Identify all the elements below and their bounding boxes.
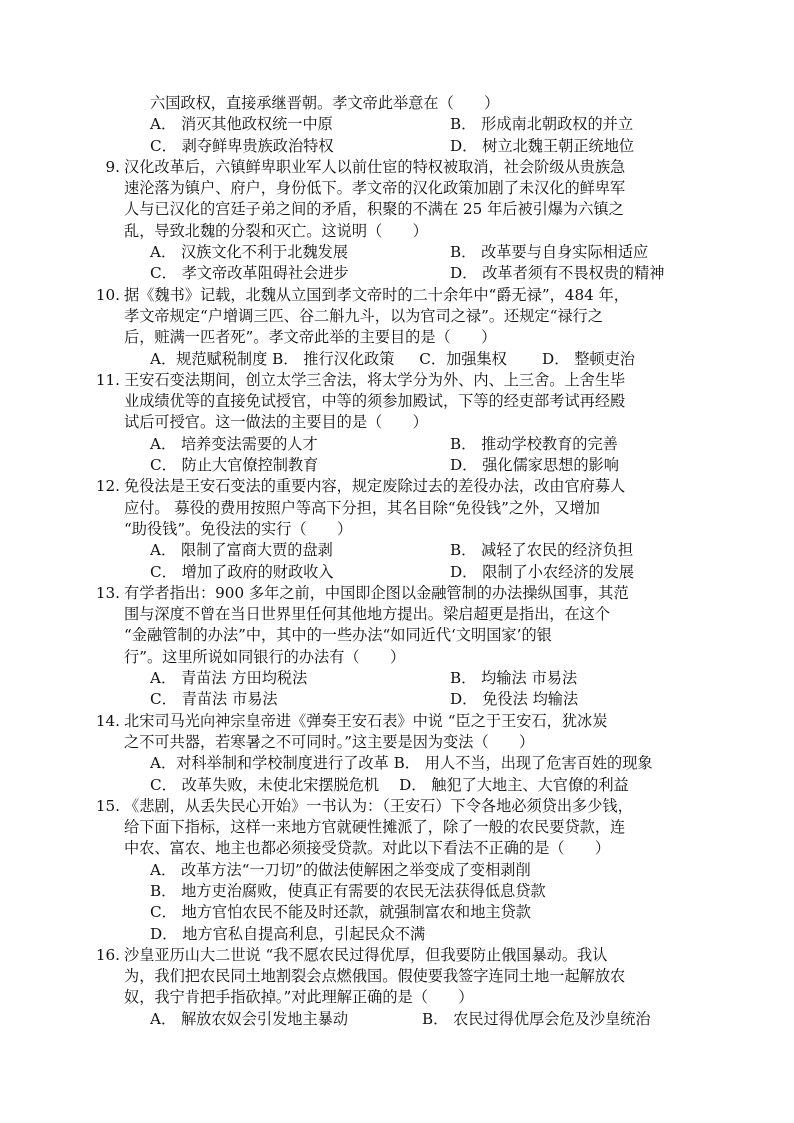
option-d: D． 免役法 均输法 (450, 690, 579, 709)
question-8-stem: 六国政权，直接承继晋朝。孝文帝此举意在（ ） (150, 94, 500, 112)
question-10 (95, 285, 684, 370)
question-stem-line: “助役钱”。免役法的实行（ ） (124, 519, 353, 538)
question-stem-line: 《悲剧，从丢失民心开始》一书认为：（王安石）下令各地必须贷出多少钱， (124, 796, 633, 815)
option-c: C． 孝文帝改革阻碍社会进步 (150, 264, 349, 283)
question-stem-line: 围与深度不曾在当日世界里任何其他地方提出。梁启超更是指出，在这个 (124, 605, 610, 624)
option-a: A． 解放农奴会引发地主暴动 (150, 1009, 349, 1028)
question-14 (95, 711, 684, 796)
option-c: C． 剥夺鲜卑贵族政治特权 (150, 136, 334, 155)
question-stem-line: 有学者指出：900 多年之前，中国即企图以金融管制的办法操纵国事，其范 (124, 583, 629, 602)
question-number: 10. (95, 285, 120, 304)
question-12-options (124, 540, 684, 583)
question-stem-line: 孝文帝规定“户增调三匹、谷二斛九斗，以为官司之禄”。还规定“禄行之 (124, 306, 603, 325)
option-a: A． 汉族文化不利于北魏发展 (150, 243, 349, 262)
question-15 (95, 796, 684, 945)
option-d: D． 触犯了大地主、大官僚的利益 (399, 775, 629, 794)
option-a: A． 限制了富商大贾的盘剥 (150, 541, 333, 560)
question-stem-line: 人与已汉化的宫廷子弟之间的矛盾，积聚的不满在 25 年后被引爆为六镇之 (124, 200, 624, 219)
option-d: D． 改革者须有不畏权贵的精神 (450, 264, 665, 283)
question-13 (95, 583, 684, 711)
option-a: A． 青苗法 方田均税法 (150, 669, 308, 688)
question-stem-line: 为，我们把农民同土地割裂会点燃俄国。假使要我签字连同土地一起解放农 (124, 967, 626, 986)
option-c: C． 防止大官僚控制教育 (150, 456, 319, 475)
question-14-options (124, 753, 684, 796)
option-d: D． 限制了小农经济的发展 (450, 562, 635, 581)
question-12 (95, 476, 684, 582)
option-d: D． 整顿吏治 (542, 349, 635, 368)
question-stem-line: 速沦落为镇户、府户，身份低下。孝文帝的汉化政策加剧了未汉化的鲜卑军 (124, 179, 626, 198)
option-b: B． 用人不当，出现了危害百姓的现象 (393, 754, 653, 773)
option-b: B． 推行汉化政策 (272, 349, 420, 368)
question-stem-line: “金融管制的办法”中，其中的一些办法“如同近代‘文明国家’的银 (124, 626, 552, 645)
question-stem-line: 北宋司马光向神宗皇帝进《弹奏王安石表》中说 “臣之于王安石，犹冰炭 (124, 711, 608, 730)
question-stem-line: 业成绩优等的直接免试授官，中等的须参加殿试，下等的经吏部考试再经殿 (124, 392, 626, 411)
question-9 (105, 157, 684, 285)
question-stem-line: 中农、富农、地主也都必须接受贷款。对此以下看法不正确的是（ ） (124, 839, 610, 858)
question-15-options (124, 860, 684, 945)
option-b: B． 改革要与自身实际相适应 (450, 243, 649, 262)
question-stem-line: 汉化改革后，六镇鲜卑职业军人以前仕宦的特权被取消，社会阶级从贵族急 (124, 157, 626, 176)
question-number: 11. (95, 370, 120, 389)
question-10-options (124, 349, 684, 370)
option-b: B． 减轻了农民的经济负担 (450, 541, 634, 560)
question-stem-line: 奴，我宁肯把手指砍掉。”对此理解正确的是（ ） (124, 988, 474, 1007)
option-a: A．对科举制和学校制度进行了改革 (150, 754, 394, 773)
option-a: A． 消灭其他政权统一中原 (150, 115, 333, 134)
option-c: C． 增加了政府的财政收入 (150, 562, 334, 581)
question-number: 15. (95, 796, 120, 815)
question-13-options (124, 668, 684, 711)
option-d: D． 强化儒家思想的影响 (450, 456, 619, 475)
question-stem-line: 免役法是王安石变法的重要内容，规定废除过去的差役办法，改由官府募人 (124, 477, 626, 496)
question-stem-line: 给下面下指标，这样一来地方官就硬性摊派了，除了一般的农民要贷款，连 (124, 818, 626, 837)
question-stem-line: 乱，导致北魏的分裂和灭亡。这说明（ ） (124, 221, 428, 240)
option-d: D． 树立北魏王朝正统地位 (450, 136, 635, 155)
question-stem-line: 王安石变法期间，创立太学三舍法，将太学分为外、内、上三舍。上舍生毕 (124, 370, 626, 389)
question-stem-line: 之不可共器，若寒暑之不可同时。”这主要是因为变法（ ） (124, 732, 535, 751)
question-number: 14. (95, 711, 120, 730)
question-stem-line: 应付。 募役的费用按照户等高下分担，其名目除“免役钱”之外，又增加 (124, 498, 600, 517)
option-d: D． 地方官私自提高利息，引起民众不满 (150, 924, 426, 943)
question-11 (95, 370, 684, 476)
option-c: C． 改革失败，未使北宋摆脱危机 (150, 775, 400, 794)
question-number: 12. (95, 477, 120, 496)
question-8-options (124, 114, 684, 157)
option-b: B． 推动学校教育的完善 (450, 434, 618, 453)
question-stem-line: 行”。这里所说如同银行的办法有（ ） (124, 647, 406, 666)
question-number: 16. (95, 945, 120, 964)
question-16-options (124, 1009, 684, 1030)
option-b: B． 均输法 市易法 (450, 669, 578, 688)
question-list (95, 93, 684, 1030)
option-b: B． 形成南北朝政权的并立 (450, 115, 634, 134)
option-a: A． 培养变法需要的人才 (150, 434, 318, 453)
option-c: C． 地方官怕农民不能及时还款，就强制富农和地主贷款 (150, 903, 531, 922)
option-b: B． 地方吏治腐败，使真正有需要的农民无法获得低息贷款 (150, 881, 546, 900)
question-stem-line: 沙皇亚历山大二世说 “我不愿农民过得优厚，但我要防止俄国暴动。我认 (124, 945, 608, 964)
question-stem-line: 据《魏书》记载，北魏从立国到孝文帝时的二十余年中“爵无禄”，484 年， (124, 285, 629, 304)
question-8 (124, 93, 684, 157)
question-11-options (124, 434, 684, 477)
question-number: 13. (95, 583, 120, 602)
question-stem-line: 后，赃满一匹者死”。孝文帝此举的主要目的是（ ） (124, 328, 497, 347)
option-c: C．加强集权 (419, 349, 543, 368)
option-a: A．规范赋税制度 (150, 349, 273, 368)
question-stem-line: 试后可授官。这一做法的主要目的是（ ） (124, 413, 428, 432)
question-16 (95, 945, 684, 1030)
question-number: 9. (105, 157, 120, 176)
option-a: A． 改革方法“一刀切”的做法使解困之举变成了变相剥削 (150, 860, 531, 879)
option-b: B． 农民过得优厚会危及沙皇统治 (422, 1009, 651, 1028)
option-c: C． 青苗法 市易法 (150, 690, 278, 709)
question-9-options (124, 242, 684, 285)
